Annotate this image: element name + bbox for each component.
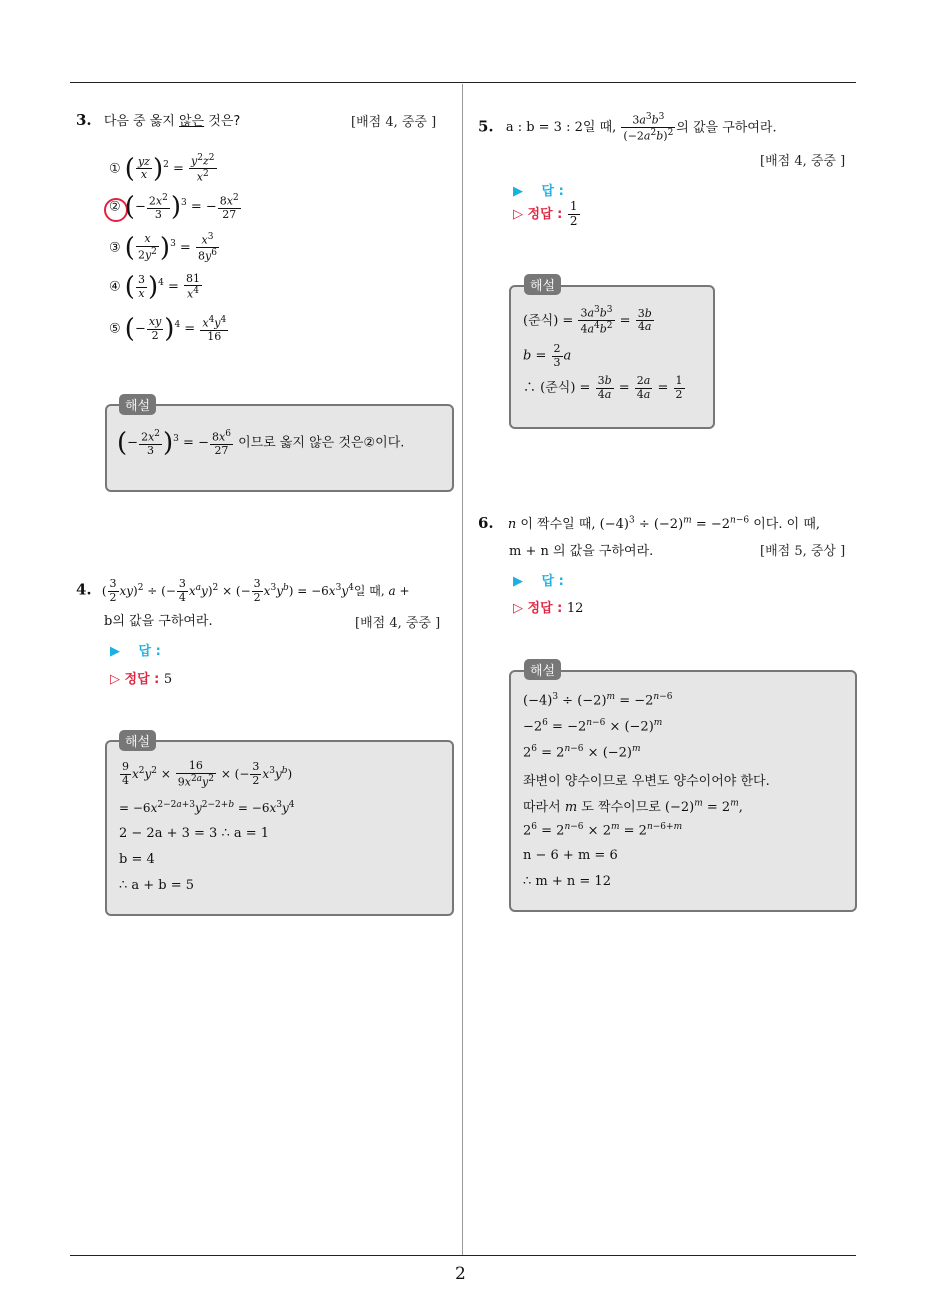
question-4-correct-label: 정답 : <box>124 672 160 687</box>
question-5-answer-label: 답 : <box>541 184 564 199</box>
question-3-text-end: 것은? <box>204 114 241 129</box>
question-6-number: 6. <box>478 514 494 532</box>
question-5-score: [배점 4, 중중 ] <box>760 154 846 169</box>
question-3-explanation-box <box>105 404 454 492</box>
question-6-solution-2: $-2^6 = -2^{n-6} \times (-2)^m$ <box>523 718 663 735</box>
question-4-explanation-box <box>105 740 454 916</box>
column-divider <box>462 84 463 1256</box>
question-4-solution-4: b = 4 <box>119 852 155 867</box>
question-6-solution-8: ∴ m + n = 12 <box>523 874 611 889</box>
question-5-correct-value: $\frac{1}{2}$ <box>569 199 578 228</box>
choice-4-marker: ④ <box>109 279 121 295</box>
question-5-sol-prefix: (준식) = <box>523 313 574 329</box>
question-4-solution-2: = $-6x^{2-2a+3}y^{2-2+b} = -6x^3y^4$ <box>119 800 295 815</box>
question-6-answer-label: 답 : <box>541 574 564 589</box>
question-3-underline: 않은 <box>179 114 205 129</box>
question-4-solution-1: $\frac{9}{4}$ $x^2y^2$ × $\frac{16}{9x^{2a}y^2}$ × (− $\frac{3}{2}$ $x^3y^b$) <box>122 759 293 789</box>
question-5-solution-1: (준식) = $\frac{3a^3b^3}{4a^4b^2}$ = $\frac{3b}{4a}$ <box>523 305 652 336</box>
question-3-explanation-tag: 해설 <box>119 394 156 415</box>
correct-arrow-icon: ▷ <box>513 601 523 616</box>
question-5-correct-label: 정답 : <box>527 206 563 222</box>
question-4-number: 4. <box>76 580 92 599</box>
question-5-suffix: 의 값을 구하여라. <box>676 120 777 136</box>
question-6-solution-3: $2^6 = 2^{n-6} \times (-2)^m$ <box>523 744 641 761</box>
question-4-explanation-tag: 해설 <box>119 730 156 751</box>
question-6-score: [배점 5, 중상 ] <box>760 544 846 559</box>
question-3-text: 다음 중 옳지 <box>103 114 179 129</box>
question-5-explanation-box <box>509 285 715 429</box>
question-5-correct-row <box>513 200 581 229</box>
question-4-line-2: b의 값을 구하여라. <box>104 614 213 629</box>
choice-4[interactable]: ④ ( $\frac{3}{x}$ )$^4$ = $\frac{81}{x^4}$ <box>109 271 201 302</box>
choice-5[interactable]: ⑤ (− $\frac{xy}{2}$ )$^4$ = $\frac{x^4y^4}{16}$ <box>109 314 227 344</box>
question-3 <box>76 110 240 129</box>
choice-3[interactable]: ③ ( $\frac{x}{2y^2}$ )$^3$ = $\frac{x^3}{8y^6}$ <box>109 232 217 263</box>
question-4-solution-5: ∴ a + b = 5 <box>119 878 195 893</box>
question-6-correct-row <box>513 597 583 616</box>
choice-3-marker: ③ <box>109 240 121 256</box>
question-3-number: 3. <box>76 111 92 129</box>
question-6-solution-7: n − 6 + m = 6 <box>523 848 618 863</box>
question-6-solution-1: $(-4)^3 \div (-2)^m = -2^{n-6}$ <box>523 692 673 709</box>
question-6-answer-row[interactable] <box>513 570 564 589</box>
question-6-solution-6: $2^6 = 2^{n-6} \times 2^m = 2^{n-6+m}$ <box>523 822 683 839</box>
choice-2-marker: ② <box>109 199 121 215</box>
question-6-correct-label: 정답 : <box>527 601 563 616</box>
choice-5-marker: ⑤ <box>109 321 121 337</box>
question-4-correct-row <box>110 668 172 687</box>
correct-arrow-icon: ▷ <box>110 672 120 687</box>
choice-1[interactable]: ① ( $\frac{yz}{x}$ )$^2$ = $\frac{y^2z^2}{x^2}$ <box>109 153 215 184</box>
question-5-number: 5. <box>478 117 494 136</box>
question-3-score: [배점 4, 중중 ] <box>351 115 437 130</box>
question-5-answer-row[interactable] <box>513 180 564 199</box>
question-6-correct-value: 12 <box>566 601 584 616</box>
choice-2[interactable]: ② (− $\frac{2x^2}{3}$ )$^3$ = − $\frac{8x^2}{27}$ <box>109 192 239 222</box>
question-6-explanation-box <box>509 670 857 912</box>
question-5-sol3-prefix: ∴ (준식) = <box>523 380 591 396</box>
question-6-solution-4: 좌변이 양수이므로 우변도 양수이어야 한다. <box>523 774 770 789</box>
question-6-solution-5: 따라서 m 도 짝수이므로 $(-2)^m = 2^m$, <box>523 798 743 815</box>
question-5-explanation-tag: 해설 <box>524 274 561 295</box>
bottom-rule <box>70 1255 856 1256</box>
question-4-answer-label: 답 : <box>138 644 161 659</box>
answer-arrow-icon: ▶ <box>110 644 120 659</box>
answer-arrow-icon: ▶ <box>513 574 523 589</box>
question-4-solution-3: 2 − 2a + 3 = 3 ∴ a = 1 <box>119 826 270 841</box>
question-6-line-2: m + n 의 값을 구하여라. <box>509 544 654 559</box>
answer-arrow-icon: ▶ <box>513 184 523 199</box>
question-5-prefix: a : b = 3 : 2일 때, <box>505 120 617 136</box>
question-4-correct-value: 5 <box>163 672 173 687</box>
question-5-solution-2: b = $\frac{2}{3}$ a <box>523 342 572 369</box>
correct-arrow-icon: ▷ <box>513 206 523 222</box>
question-6: 6. n 이 짝수일 때, $(-4)^3 \div (-2)^m = -2^{n-6}$ 이다. 이 때, <box>478 514 821 532</box>
choice-1-marker: ① <box>109 161 121 177</box>
top-rule <box>70 82 856 83</box>
question-4-score: [배점 4, 중중 ] <box>355 616 441 631</box>
question-6-explanation-tag: 해설 <box>524 659 561 680</box>
question-3-explanation: (− $\frac{2x^2}{3}$ )$^3$ = − $\frac{8x^6}{27}$ 이므로 옳지 않은 것은②이다. <box>117 428 405 458</box>
question-3-explanation-text: 이므로 옳지 않은 것은②이다. <box>238 435 405 451</box>
page-number: 2 <box>455 1264 466 1284</box>
question-5: 5. a : b = 3 : 2일 때, $\frac{3a^3b^3}{(-2a^2b)^2}$ 의 값을 구하여라. <box>478 112 777 143</box>
question-4-answer-row[interactable] <box>110 640 161 659</box>
question-5-solution-3: ∴ (준식) = $\frac{3b}{4a}$ = $\frac{2a}{4a}$ = $\frac{1}{2}$ <box>523 374 683 401</box>
question-4: 4. ( $\frac{3}{2}$ xy)$^2$ ÷ (− $\frac{3}{4}$ $x^ay)^2$ × (− $\frac{3}{2}$ $x^3y^b) = -6x^3y^4$일 때, a + <box>76 577 410 604</box>
